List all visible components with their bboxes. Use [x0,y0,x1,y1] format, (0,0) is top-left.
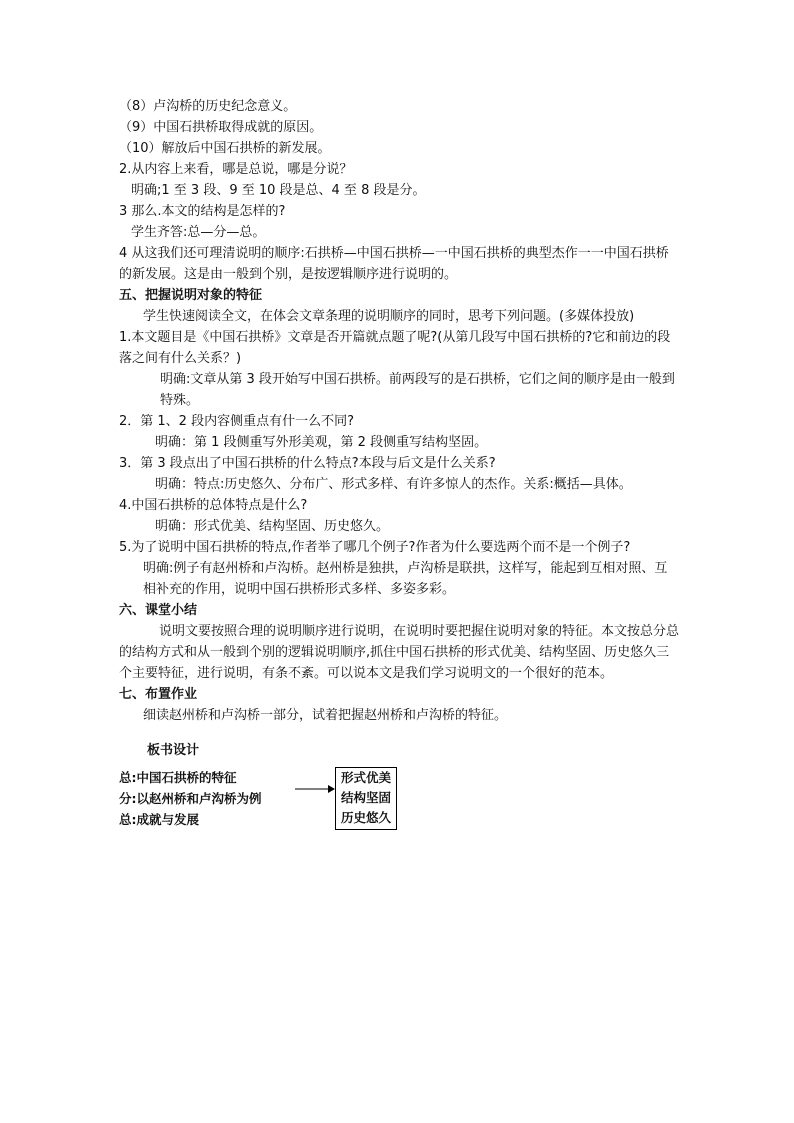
answer-2: 明确;1 至 3 段、9 至 10 段是总、4 至 8 段是分。 [131,183,426,198]
question-2: 2.从内容上来看，哪是总说，哪是分说？ [119,162,353,177]
list-item: （8）卢沟桥的历史纪念意义。 [119,99,297,114]
answer-5-1: 明确:文章从第 3 段开始写中国石拱桥。前两段写的是石拱桥，它们之间的顺序是由一般到特殊。 [160,372,675,408]
question-3: 3 那么.本文的结构是怎样的? [119,204,286,219]
question-5-3: 3．第 3 段点出了中国石拱桥的什么特点?本段与后文是什么关系? [119,456,496,471]
feature-item: 形式优美 [340,770,391,785]
answer-5-5: 明确:例子有赵州桥和卢沟桥。赵州桥是独拱，卢沟桥是联拱，这样写，能起到互相对照、互相补充的作用，说明中国石拱桥形式多样、多姿多彩。 [143,561,668,597]
section-heading-5: 五、把握说明对象的特征 [119,288,263,303]
features-box [335,767,397,830]
section-heading-6: 六、课堂小结 [119,603,198,618]
document-body [119,96,679,837]
question-5-4: 4.中国石拱桥的总体特点是什么? [119,498,308,513]
board-row-total: 总:中国石拱桥的特征 [119,770,237,785]
section-heading-7: 七、布置作业 [119,687,198,702]
board-diagram [119,767,679,837]
question-5-5: 5.为了说明中国石拱桥的特点,作者举了哪几个例子?作者为什么要选两个而不是一个例子? [119,540,631,555]
homework-text: 细读赵州桥和卢沟桥一部分，试着把握赵州桥和卢沟桥的特征。 [143,708,508,723]
arrow-right-icon [295,783,335,795]
list-item: （10）解放后中国石拱桥的新发展。 [119,141,331,156]
board-row-examples: 分:以赵州桥和卢沟桥为例 [119,791,262,806]
answer-5-2: 明确：第 1 段侧重写外形美观，第 2 段侧重写结构坚固。 [155,435,488,450]
summary-paragraph: 说明文要按照合理的说明顺序进行说明，在说明时要把握住说明对象的特征。本文按总分总的结构方式和从一般到个别的逻辑说明顺序,抓住中国石拱桥的形式优美、结构坚固、历史悠久三个主要特征，进行说明，有条不紊。可以说本文是我们学习说明文的一个很好的范本。 [119,624,680,681]
question-5-2: 2．第 1、2 段内容侧重点有什一么不同? [119,414,354,429]
answer-3: 学生齐答:总—分—总。 [131,225,266,240]
question-5-1: 1.本文题目是《中国石拱桥》文章是否开篇就点题了呢?(从第几段写中国石拱桥的?它和前边的段落之间有什么关系？) [119,330,671,366]
list-item: （9）中国石拱桥取得成就的原因。 [119,120,323,135]
feature-item: 结构坚固 [340,790,391,805]
board-design-title: 板书设计 [147,743,200,758]
feature-item: 历史悠久 [340,810,391,825]
board-row-achievements: 总:成就与发展 [119,812,199,827]
answer-5-3: 明确：特点:历史悠久、分布广、形式多样、有许多惊人的杰作。关系:概括—具体。 [155,477,632,492]
answer-5-4: 明确：形式优美、结构坚固、历史悠久。 [155,519,390,534]
section-5-intro: 学生快速阅读全文，在体会文章条理的说明顺序的同时，思考下列问题。(多媒体投放) [143,309,635,324]
paragraph-4: 4 从这我们还可理清说明的顺序:石拱桥—中国石拱桥—一中国石拱桥的典型杰作一一中国石拱桥的新发展。这是由一般到个别，是按逻辑顺序进行说明的。 [119,246,669,282]
